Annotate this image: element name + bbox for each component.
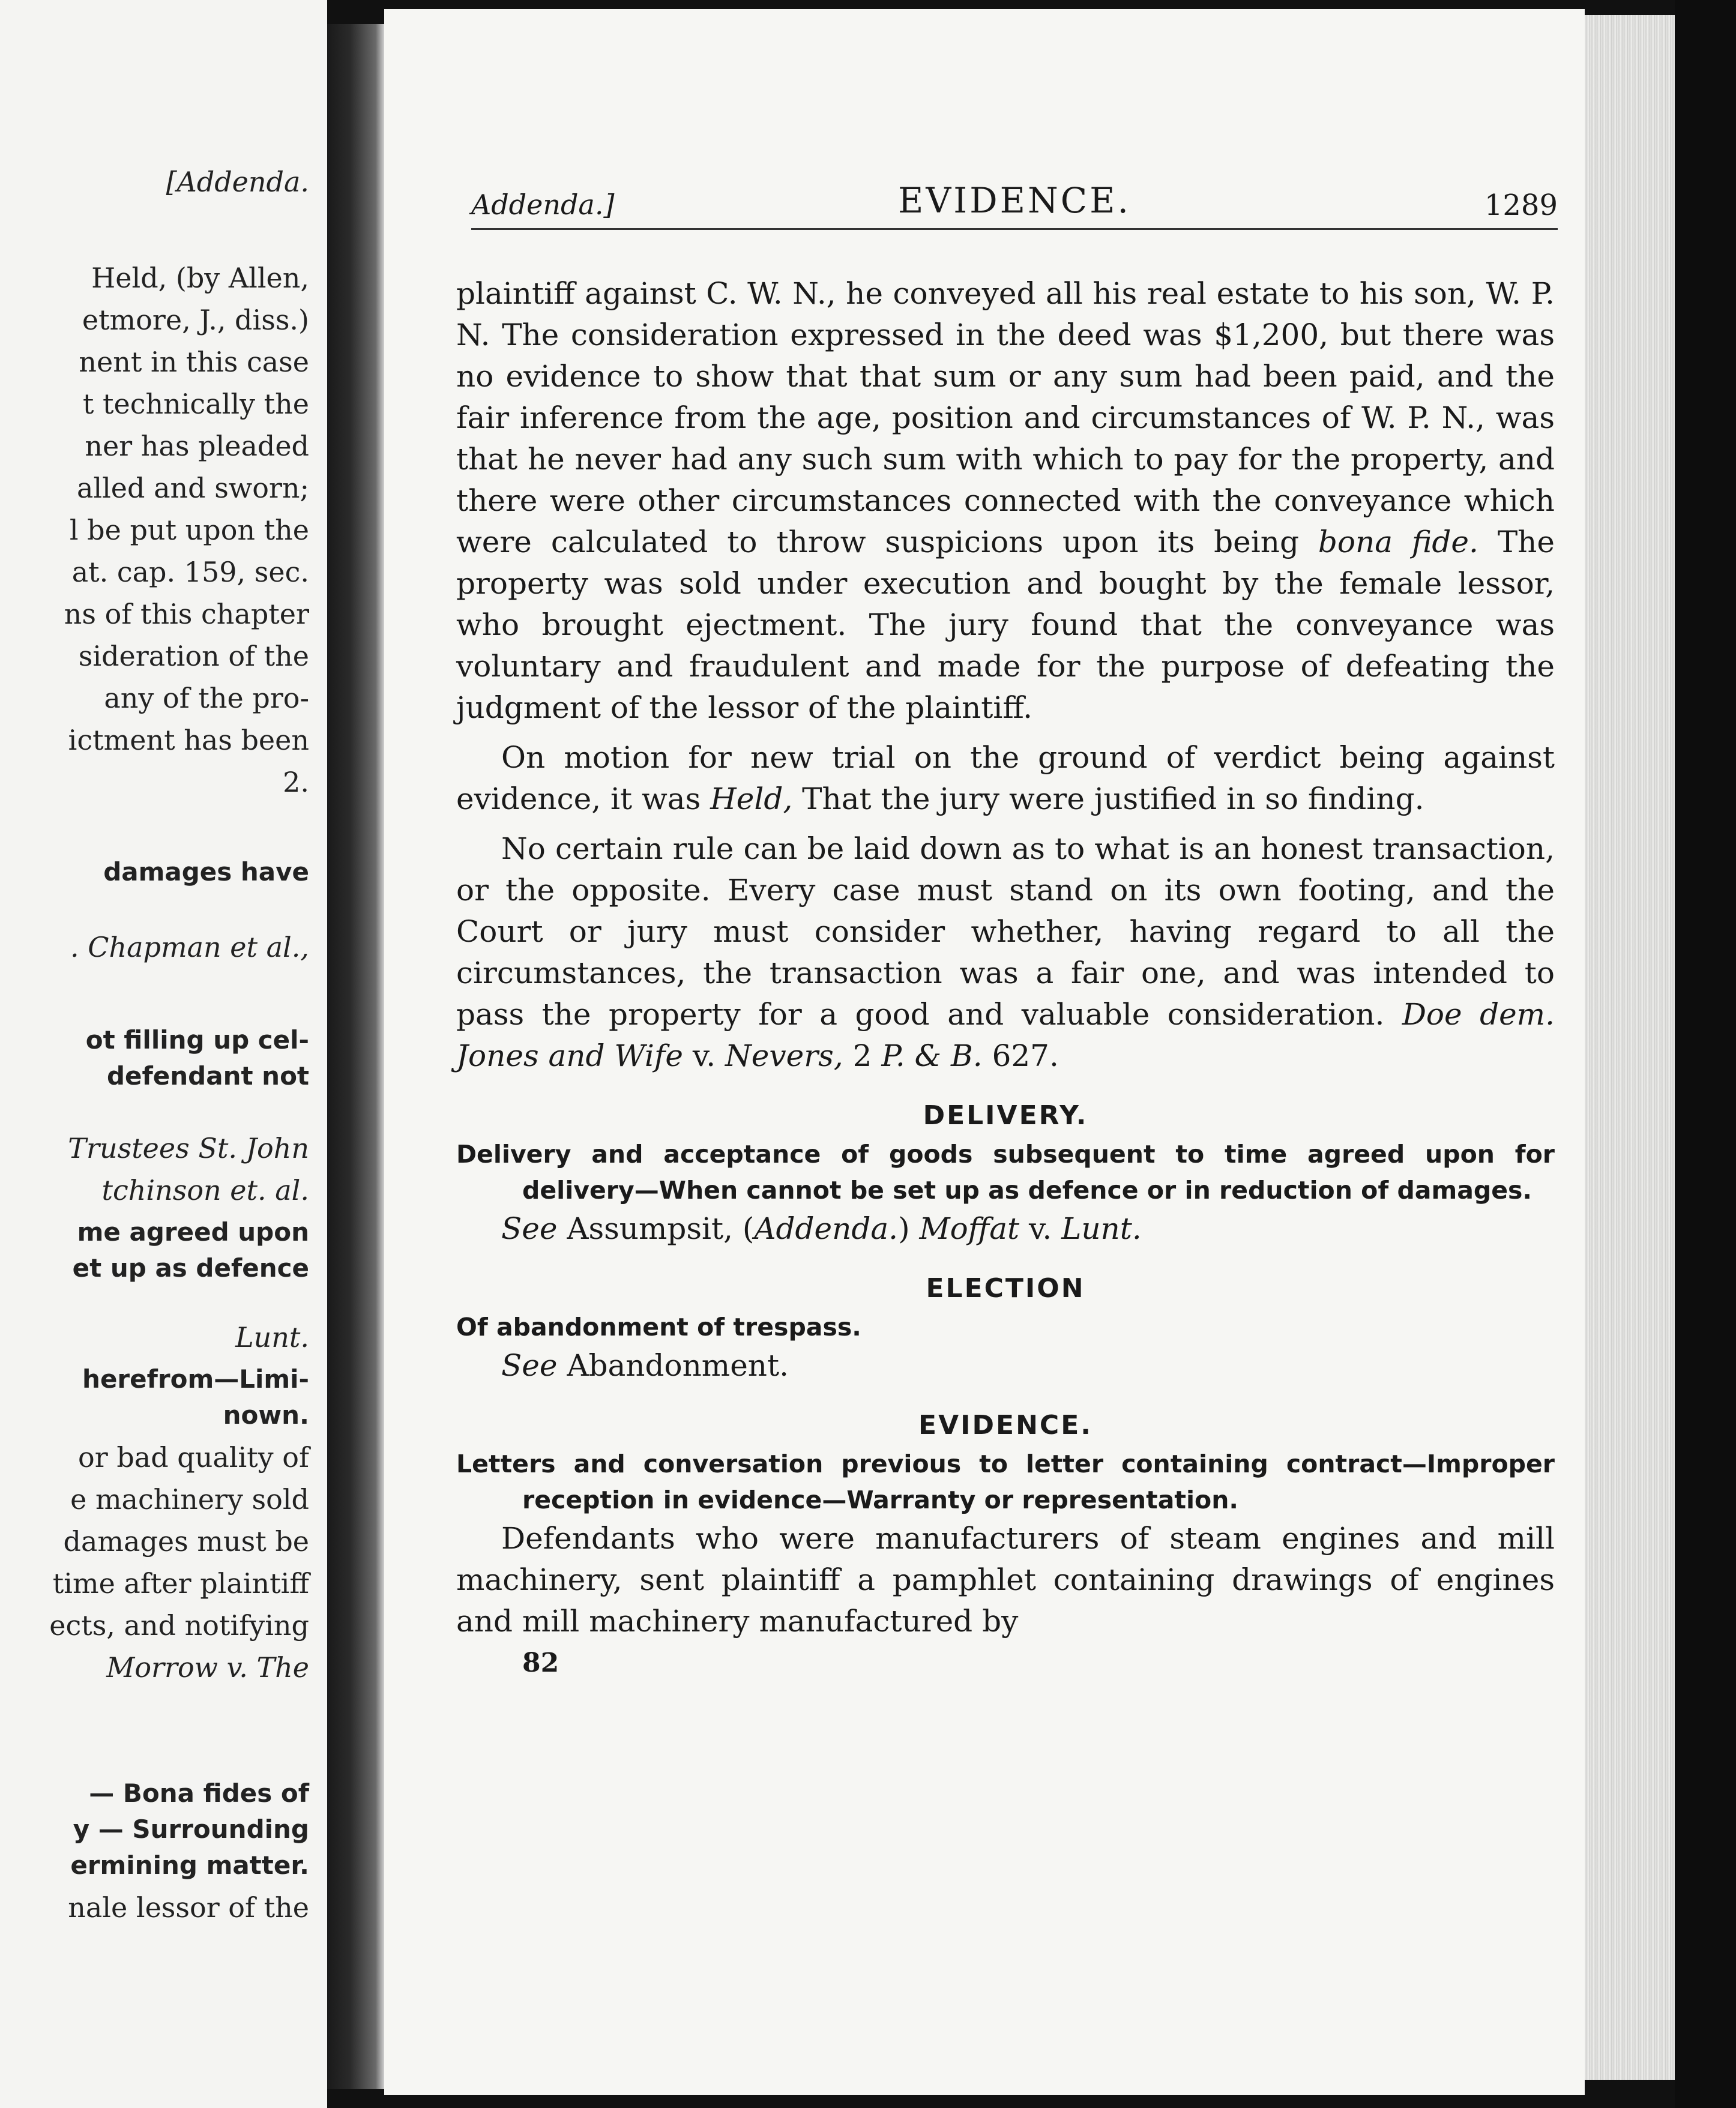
running-head-title: EVIDENCE. [898, 180, 1131, 221]
scan-background [1675, 0, 1736, 2108]
left-page-line: me agreed upon [77, 1217, 309, 1247]
left-page-line: nown. [223, 1400, 309, 1430]
page-body [456, 273, 1555, 1684]
topic-evidence: Letters and conversation previous to letter containing contract—Improper reception in evidence—Warranty or representation. [456, 1450, 1555, 1514]
left-page-line: Morrow v. The [106, 1651, 309, 1684]
running-head-section: Addenda.] [471, 188, 615, 221]
left-page-line: defendant not [106, 1061, 309, 1091]
left-page-line: or bad quality of [78, 1441, 309, 1474]
paragraph-1: plaintiff against C. W. N., he conveyed all his real estate to his son, W. P. N. The consideration expressed in the deed was $1,200, but there was no evidence to show that that sum or any sum had been paid, and the fair inference from the age, position and circumstances of W. P. N., was that he never had any such sum with which to pay for the property, and there were other circumstances connected with the conveyance which were calculated to throw suspicions upon its being bona fide. The property was sold under execution and bought by the female lessor, who brought ejectment. The jury found that the conveyance was voluntary and fraudulent and made for the purpose of defeating the judgment of the lessor of the plaintiff. [456, 276, 1555, 725]
left-page-line: 2. [283, 766, 309, 798]
left-page-line: . Chapman et al., [70, 931, 309, 963]
see-reference-delivery: See Assumpsit, (Addenda.) Moffat v. Lunt. [501, 1211, 1142, 1246]
left-page-line: etmore, J., diss.) [82, 304, 309, 336]
topic-election: Of abandonment of trespass. [456, 1313, 861, 1342]
left-page-line: [Addenda. [166, 166, 309, 198]
left-page-line: tchinson et. al. [101, 1174, 309, 1206]
left-page-line: alled and sworn; [76, 472, 309, 504]
left-page-line: damages have [103, 857, 309, 887]
left-page-line: any of the pro- [104, 682, 309, 714]
left-page-line: et up as defence [72, 1253, 309, 1283]
left-page-line: at. cap. 159, sec. [71, 556, 309, 588]
left-page-line: nent in this case [79, 346, 309, 378]
left-page-line: ot filling up cel- [85, 1025, 309, 1055]
left-page-line: — Bona fides of [89, 1778, 309, 1808]
left-page-line: Trustees St. John [68, 1132, 309, 1164]
page-edges [1585, 15, 1675, 2080]
left-page-line: Held, (by Allen, [91, 262, 309, 294]
left-page-line: ns of this chapter [64, 598, 309, 630]
left-page-line: ermining matter. [70, 1851, 309, 1880]
book-gutter [327, 24, 384, 2089]
left-page-line: t technically the [82, 388, 309, 420]
left-page-line: ects, and notifying [49, 1609, 309, 1642]
running-head [471, 180, 1558, 230]
page-number: 1289 [1484, 188, 1558, 222]
left-page-line: l be put upon the [69, 514, 309, 546]
topic-delivery: Delivery and acceptance of goods subsequent to time agreed upon for delivery—When cannot be set up as defence or in reduction of damages. [456, 1140, 1555, 1205]
paragraph-2: On motion for new trial on the ground of verdict being against evidence, it was Held, That the jury were justified in so finding. [456, 740, 1555, 816]
heading-election: ELECTION [926, 1273, 1085, 1304]
left-page-line: sideration of the [78, 640, 309, 672]
left-page-line: ner has pleaded [85, 430, 309, 462]
left-page-line: time after plaintiff [52, 1567, 309, 1600]
signature-mark: 82 [522, 1648, 559, 1678]
see-reference-election: See Abandonment. [501, 1348, 789, 1383]
paragraph-evidence: Defendants who were manufacturers of steam engines and mill machinery, sent plaintiff a pamphlet containing drawings of engines and mill machinery manufactured by [456, 1521, 1555, 1639]
left-page-line: nale lessor of the [68, 1891, 309, 1924]
left-page-line: e machinery sold [70, 1483, 309, 1516]
left-page-line: herefrom—Limi- [82, 1364, 309, 1394]
paragraph-3: No certain rule can be laid down as to what is an honest transaction, or the opposite. Every case must stand on its own footing, and the Court or jury must consider whether, having regard to all the circumstances, the transaction was a fair one, and was intended to pass the property for a good and valuable consideration. Doe dem. Jones and Wife v. Nevers, 2 P. & B. 627. [456, 831, 1555, 1073]
left-page-line: ictment has been [68, 724, 309, 756]
heading-evidence: EVIDENCE. [918, 1410, 1093, 1441]
left-page [0, 0, 327, 2108]
left-page-line: damages must be [63, 1525, 309, 1558]
left-page-line: Lunt. [235, 1321, 309, 1354]
heading-delivery: DELIVERY. [923, 1100, 1088, 1131]
left-page-line: y — Surrounding [73, 1814, 309, 1844]
right-page [384, 9, 1585, 2095]
